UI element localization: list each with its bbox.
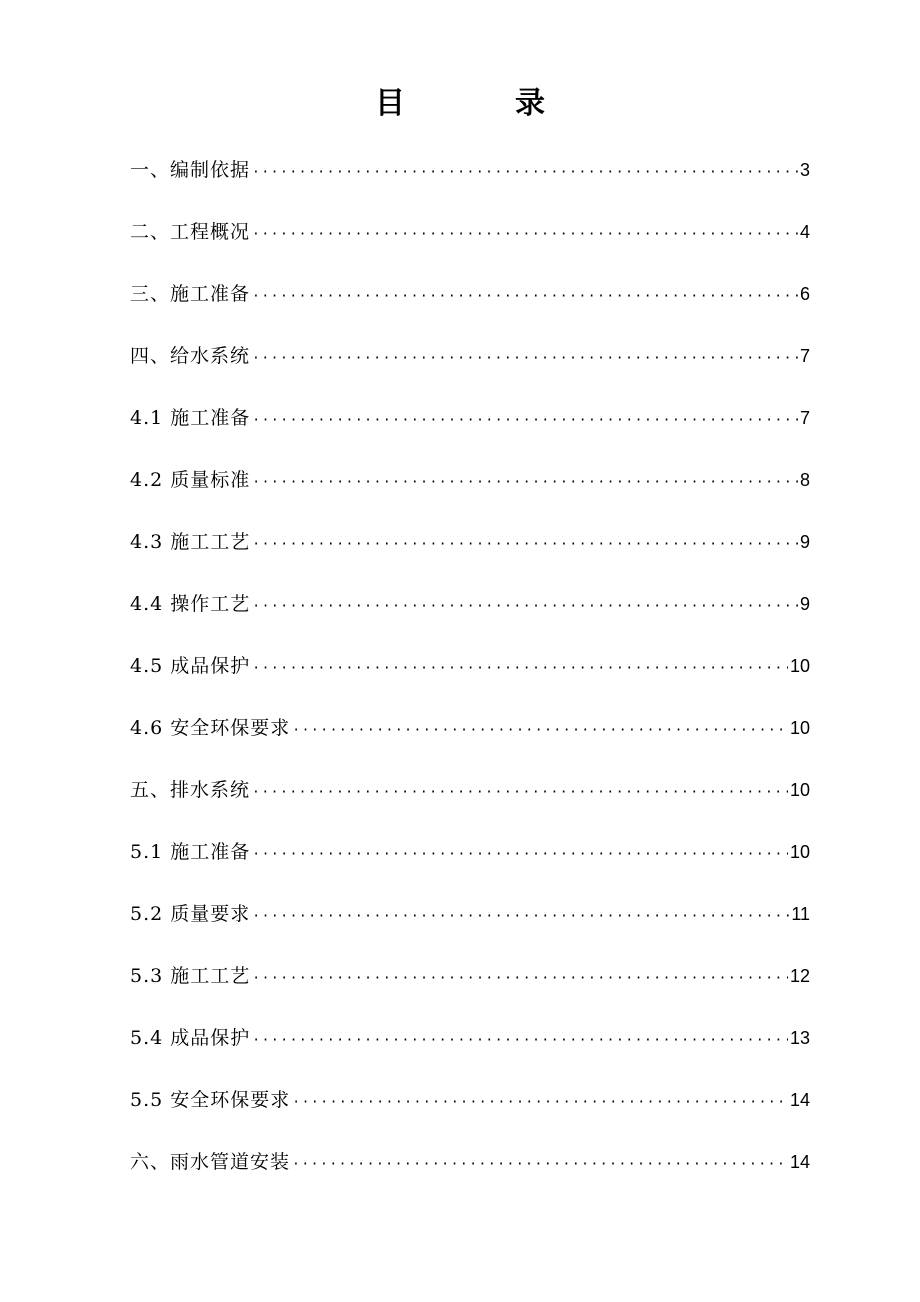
toc-entry-page: 14 [789, 1090, 810, 1110]
toc-entry-label: 4.4 操作工艺 [130, 593, 251, 615]
toc-dot-leader [252, 897, 789, 937]
toc-entry-page: 10 [789, 842, 810, 862]
toc-entry[interactable] [130, 1080, 810, 1142]
toc-entry-label: 5.3 施工工艺 [130, 965, 251, 987]
toc-entry-page: 10 [789, 656, 810, 676]
toc-dot-leader [292, 1083, 788, 1123]
toc-entry-label: 5.5 安全环保要求 [130, 1089, 291, 1111]
toc-entry-page: 6 [799, 284, 810, 304]
toc-entry-page: 8 [799, 470, 810, 490]
toc-entry-label: 二、工程概况 [130, 221, 251, 243]
toc-dot-leader [252, 277, 798, 317]
toc-entry[interactable] [130, 894, 810, 956]
toc-entry[interactable] [130, 150, 810, 212]
toc-entry[interactable] [130, 274, 810, 336]
toc-entry-page: 11 [791, 904, 810, 924]
toc-entry[interactable] [130, 336, 810, 398]
toc-dot-leader [252, 835, 788, 875]
toc-dot-leader [252, 401, 798, 441]
toc-entry[interactable] [130, 832, 810, 894]
toc-entry-label: 5.4 成品保护 [130, 1027, 251, 1049]
toc-entry[interactable] [130, 646, 810, 708]
toc-dot-leader [252, 773, 788, 813]
toc-entry-label: 4.6 安全环保要求 [130, 717, 291, 739]
toc-entry[interactable] [130, 212, 810, 274]
toc-entry-page: 3 [799, 160, 810, 180]
toc-entry-page: 9 [799, 532, 810, 552]
toc-entry-label: 五、排水系统 [130, 779, 251, 801]
toc-dot-leader [252, 649, 788, 689]
toc-list [130, 150, 810, 1204]
toc-entry[interactable] [130, 956, 810, 1018]
toc-entry-label: 4.5 成品保护 [130, 655, 251, 677]
toc-entry-page: 12 [789, 966, 810, 986]
toc-entry-label: 四、给水系统 [130, 345, 251, 367]
toc-dot-leader [252, 959, 788, 999]
toc-dot-leader [252, 153, 798, 193]
toc-entry-label: 三、施工准备 [130, 283, 251, 305]
toc-entry-page: 10 [789, 780, 810, 800]
toc-entry-page: 9 [799, 594, 810, 614]
toc-entry-page: 10 [789, 718, 810, 738]
toc-dot-leader [252, 463, 798, 503]
toc-entry[interactable] [130, 1142, 810, 1204]
toc-entry-page: 7 [799, 346, 810, 366]
toc-entry-label: 4.1 施工准备 [130, 407, 251, 429]
toc-dot-leader [292, 711, 788, 751]
toc-entry[interactable] [130, 584, 810, 646]
toc-entry-label: 一、编制依据 [130, 159, 251, 181]
toc-dot-leader [252, 215, 798, 255]
toc-entry[interactable] [130, 770, 810, 832]
toc-entry-page: 13 [789, 1028, 810, 1048]
toc-dot-leader [252, 339, 798, 379]
toc-title: 目 录 [375, 86, 585, 121]
toc-entry-label: 4.3 施工工艺 [130, 531, 251, 553]
toc-entry-label: 5.2 质量要求 [130, 903, 251, 925]
toc-entry-page: 14 [789, 1152, 810, 1172]
toc-entry[interactable] [130, 1018, 810, 1080]
toc-dot-leader [252, 587, 798, 627]
toc-entry[interactable] [130, 460, 810, 522]
toc-dot-leader [292, 1145, 788, 1185]
toc-entry-page: 7 [799, 408, 810, 428]
toc-entry-page: 4 [799, 222, 810, 242]
toc-entry-label: 4.2 质量标准 [130, 469, 251, 491]
toc-dot-leader [252, 1021, 788, 1061]
toc-entry[interactable] [130, 522, 810, 584]
toc-entry-label: 5.1 施工准备 [130, 841, 251, 863]
toc-dot-leader [252, 525, 798, 565]
toc-entry-label: 六、雨水管道安装 [130, 1151, 291, 1173]
toc-entry[interactable] [130, 708, 810, 770]
toc-entry[interactable] [130, 398, 810, 460]
